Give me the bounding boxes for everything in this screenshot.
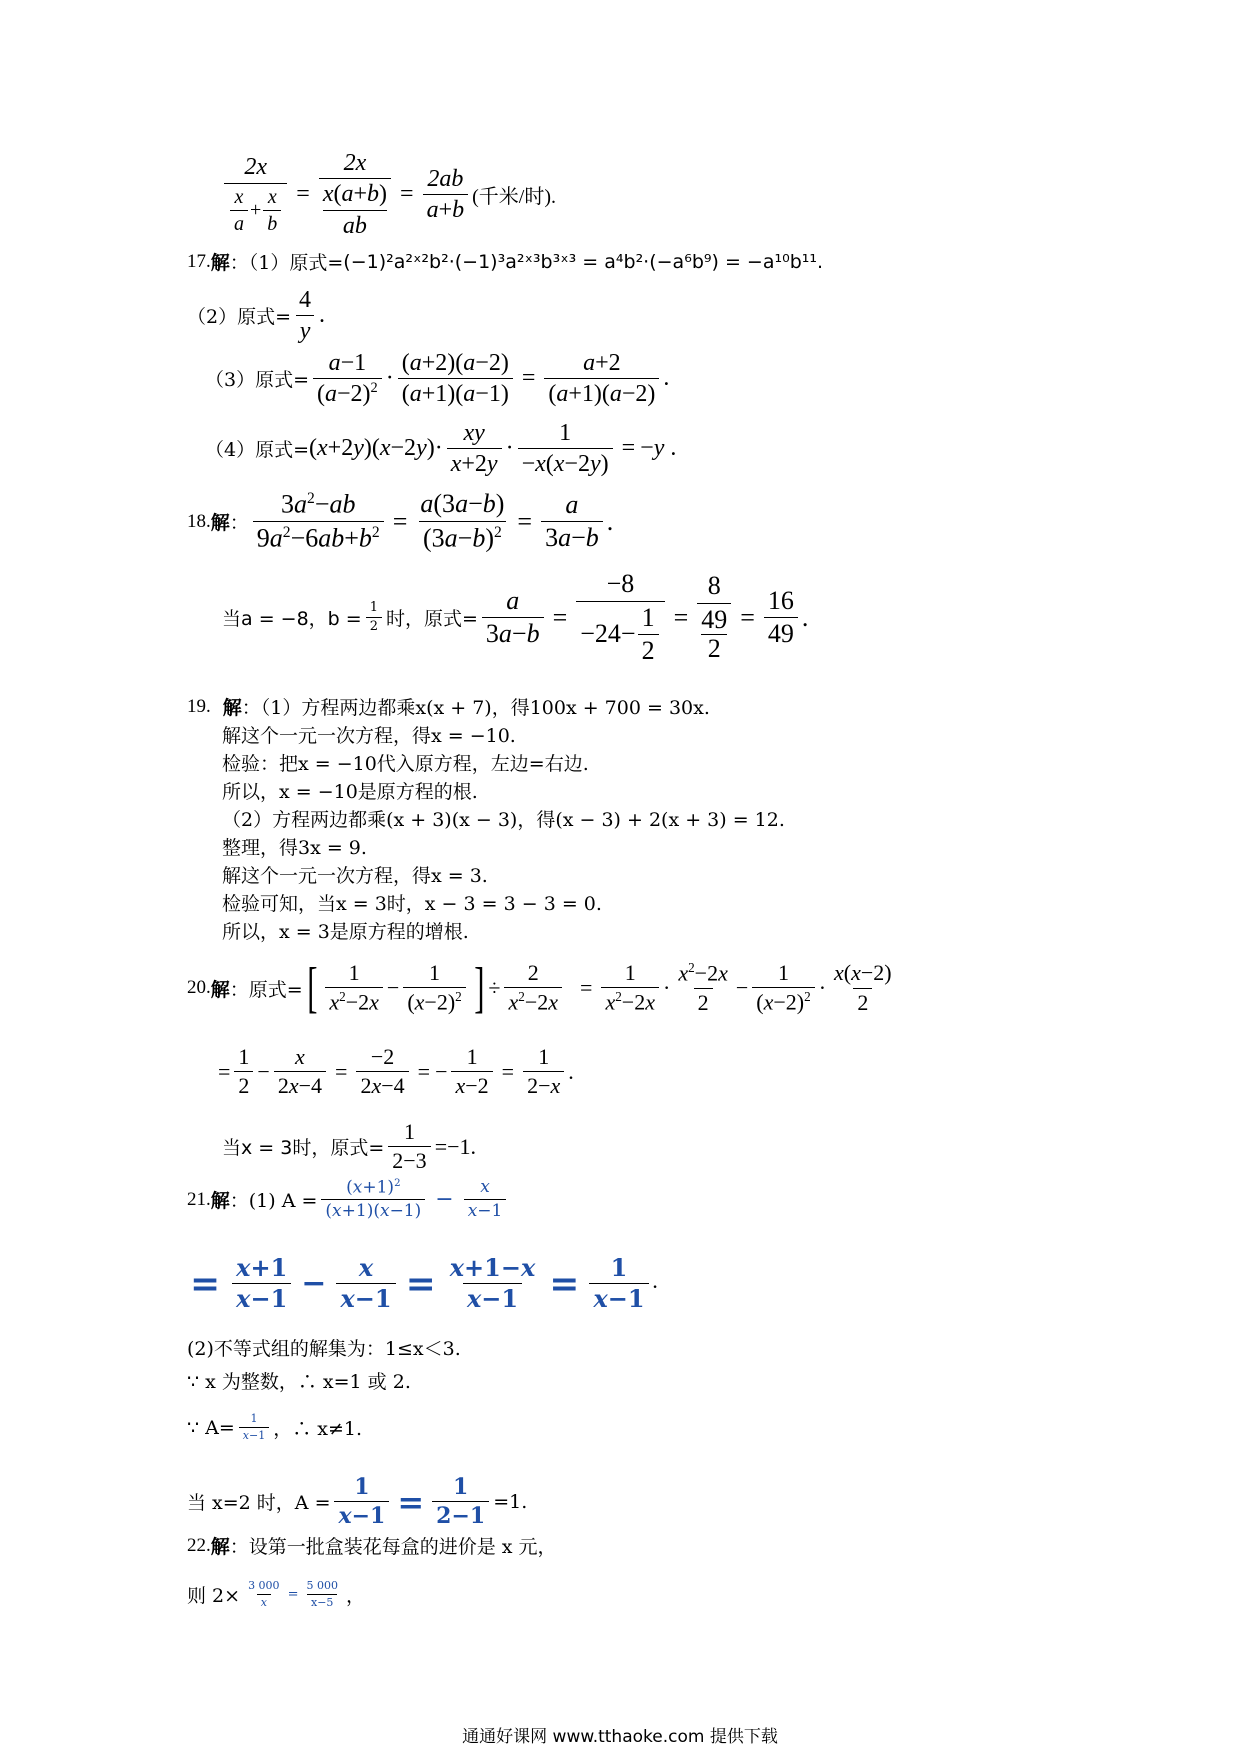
p18-line2: 当 a = −8，b = $\frac{1}{2}$ 时，原式= $\frac{a}{3a-b}$ = −8 −24− $\frac{1}{2}$ = 8 49 2 = $\frac{16}{49}$ . [222,569,809,666]
p21-text: ，∴ x≠1. [273,1418,363,1441]
p19-text: ：（1）方程两边都乘x(x + 7)，得100x + 700 = 30x. [241,697,710,719]
p19-text: 检验：把x = −10代入原方程，左边=右边. [222,753,589,775]
p21-text: ∵ x 为整数，∴ x=1 或 2. [187,1371,411,1393]
p17-part4-prefix: （4）原式= [205,439,310,462]
p19-line4 [222,777,478,804]
p17-part2-prefix: （2）原式= [187,306,292,329]
unit-text: (千米/时). [472,186,557,209]
p17-part2: （2）原式= $\frac{4}{y}$ . [187,287,326,345]
solution-label: 解 [210,978,230,1001]
p21-line6: 当 x=2 时，A = $\frac{1}{x-1}$ = $\frac{1}{2-1}$ =1. [187,1474,528,1530]
p19-line8 [222,889,602,916]
p19-text: 解这个一元一次方程，得x = −10. [222,725,516,747]
p19-line5 [222,805,785,832]
speed-formula: 2x $\frac{x}{a}$ + $\frac{x}{b}$ = 2x x(a+b) ab = $\frac{2ab}{a+b}$ (千米/时). [220,150,556,239]
p19-line2 [222,721,516,748]
problem-number: 22. [187,1534,211,1556]
p17-part3: （3）原式= $\frac{a-1}{(a-2)^2}$ · $\frac{(a+2)(a-2)}{(a+1)(a-1)}$ = $\frac{a+2}{(a+1)(a-2)}$ . [205,350,670,408]
p19-line1 [187,693,710,720]
p19-line7 [222,861,488,888]
p17-part3-prefix: （3）原式= [205,369,310,392]
p20-prefix: ：原式= [229,978,303,1001]
p19-text: 检验可知，当x = 3时，x − 3 = 3 − 3 = 0. [222,893,602,915]
p19-text: 所以，x = 3是原方程的增根. [222,921,469,943]
fraction-numerator: 3 000 [248,1579,280,1592]
problem-number: 21. [187,1188,211,1210]
p19-line3 [222,749,589,776]
fraction: 2x x(a+b) ab [319,150,391,239]
p19-line9 [222,917,469,944]
colon: ： [229,512,249,535]
p21-line2: = $\frac{x+1}{x-1}$ − $\frac{x}{x-1}$ = $\frac{x+1-x}{x-1}$ = $\frac{1}{x-1}$ . [190,1253,658,1314]
p20-line3: 当x = 3时，原式= $\frac{1}{2-3}$ =−1. [222,1119,477,1174]
p19-line6 [222,833,367,860]
when-prefix: 当 [222,608,242,631]
p22-text: ， [345,1585,365,1608]
when-condition: a = −8，b = [241,608,362,631]
p22-text: 则 2× [187,1585,241,1608]
p21-line1: 21. 解 ：(1) A = $\frac{(x+1)^2}{(x+1)(x-1)}$ − $\frac{x}{x-1}$ [187,1178,510,1221]
p17-part1-expression: (−1)²a²ˣ²b²·(−1)³a²ˣ³b³ˣ³ = a⁴b²·(−a⁶b⁹) = −a¹⁰b¹¹. [343,250,824,273]
p18-line1: 18. 解 ： $\frac{3a^2-ab}{9a^2-6ab+b^2}$ = $\frac{a(3a-b)}{(3a-b)^2}$ = $\frac{a}{3a-b}$ . [187,489,614,553]
p19-text: 所以，x = −10是原方程的根. [222,781,478,803]
p19-text: （2）方程两边都乘(x + 3)(x − 3)，得(x − 3) + 2(x + 3) = 12. [222,809,785,831]
fraction-denominator: x−5 [307,1594,337,1609]
solution-label: 解 [210,252,230,274]
p21-part1-prefix: ：(1) A = [229,1190,318,1213]
problem-number: 17. [187,250,211,272]
p20-when: 当x = 3时，原式= [222,1137,385,1160]
p20-line2: = $\frac{1}{2}$ − $\frac{x}{2x-4}$ = $\frac{-2}{2x-4}$ = − $\frac{1}{x-2}$ = $\frac{1}{2-x}$ . [218,1044,574,1099]
footer-text: 通通好课网 www.tthaoke.com 提供下载 [462,1727,778,1747]
fraction-denominator: x [257,1594,271,1609]
problem-number: 19. [187,695,211,717]
solution-label: 解 [222,697,242,719]
equals-sign: = [287,1587,299,1603]
problem-number: 18. [187,510,211,532]
fraction: $\frac{2ab}{a+b}$ [423,166,469,224]
solution-label: 解 [210,1190,230,1213]
p19-text: 整理，得3x = 9. [222,837,367,859]
p21-text: ∵ A= [187,1416,235,1439]
p21-text: (2)不等式组的解集为：1≤x＜3. [187,1338,461,1360]
solution-label: 解 [210,512,230,535]
when-suffix: 时，原式= [385,608,478,631]
p21-line3 [187,1334,461,1361]
solution-label: 解 [210,1536,230,1558]
p22-line2 [187,1580,365,1609]
p19-text: 解这个一元一次方程，得x = 3. [222,865,488,887]
p22-line1 [187,1532,557,1559]
p17-part1 [187,248,823,275]
fraction-numerator: 5 000 [306,1579,338,1592]
p17-part4: （4）原式= (x+2y)(x−2y)· $\frac{xy}{x+2y}$ · $\frac{1}{-x(x-2y)}$ = −y . [205,420,677,478]
p17-part1-prefix: ：（1）原式= [229,252,344,274]
problem-number: 20. [187,977,211,998]
p21-line4 [187,1367,411,1394]
fraction: 2x $\frac{x}{a}$ + $\frac{x}{b}$ [224,154,287,234]
p22-text: ：设第一批盒装花每盒的进价是 x 元， [229,1536,557,1558]
p20-line1: 20. 解 ：原式= [ $\frac{1}{x^2-2x}$ − $\frac{1}{(x-2)^2}$ ] ÷ $\frac{2}{x^2-2x}$ = $\frac{1}{x^2-2x}$ · $\frac{x^2-2x}{2}$ − $\frac{1}{(x-2)^2}$ · $\frac{x(x-2)}{2}$ [187,957,892,1019]
p21-text: 当 x=2 时，A = [187,1492,331,1515]
p21-line5: ∵ A= $\frac{1}{x-1}$ ，∴ x≠1. [187,1412,363,1443]
fraction: $\frac{4}{y}$ [295,287,315,345]
p21-text: =1. [493,1490,528,1513]
